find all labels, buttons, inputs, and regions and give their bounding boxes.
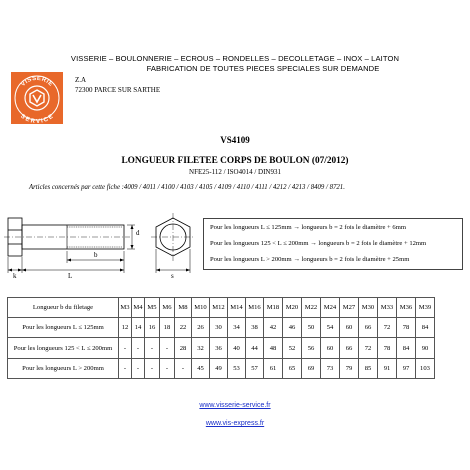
size-header-m20: M20 bbox=[283, 298, 302, 318]
page-title: LONGUEUR FILETEE CORPS DE BOULON (07/2012) bbox=[121, 156, 349, 166]
table-header-row bbox=[8, 298, 435, 318]
table-cell: 65 bbox=[283, 359, 302, 379]
label-L: L bbox=[68, 272, 73, 280]
table-cell: 16 bbox=[145, 318, 160, 338]
table-row bbox=[8, 318, 435, 338]
table-cell: 28 bbox=[175, 338, 192, 359]
size-header-m24: M24 bbox=[321, 298, 340, 318]
size-header-m39: M39 bbox=[416, 298, 435, 318]
table-cell: 61 bbox=[264, 359, 283, 379]
table-cell: 40 bbox=[228, 338, 246, 359]
table-cell: - bbox=[132, 338, 145, 359]
size-header-m36: M36 bbox=[397, 298, 416, 318]
row-label: Pour les longueurs L ≤ 125mm bbox=[8, 318, 119, 338]
table-cell: 84 bbox=[397, 338, 416, 359]
table-cell: 48 bbox=[264, 338, 283, 359]
table-cell: 72 bbox=[359, 338, 378, 359]
size-header-m14: M14 bbox=[228, 298, 246, 318]
table-cell: 12 bbox=[119, 318, 132, 338]
table-cell: 72 bbox=[378, 318, 397, 338]
table-cell: 73 bbox=[321, 359, 340, 379]
reference-code: VS4109 bbox=[220, 135, 250, 145]
address-line-1: Z.A bbox=[75, 76, 87, 84]
table-cell: 49 bbox=[210, 359, 228, 379]
table-cell: 52 bbox=[283, 338, 302, 359]
table-cell: 79 bbox=[340, 359, 359, 379]
table-cell: 32 bbox=[192, 338, 210, 359]
articles-list: Articles concernés par cette fiche :4009 / 4011 / 4100 / 4103 / 4105 / 4109 / 4110 / 4111 / 4212 / 4213 / 8409 / 8721. bbox=[29, 184, 345, 191]
table-cell: 18 bbox=[160, 318, 175, 338]
label-d: d bbox=[136, 229, 140, 237]
table-cell: 14 bbox=[132, 318, 145, 338]
address-line-2: 72300 PARCE SUR SARTHE bbox=[75, 86, 161, 94]
table-cell: - bbox=[160, 338, 175, 359]
table-cell: 26 bbox=[192, 318, 210, 338]
table-cell: 60 bbox=[340, 318, 359, 338]
label-k: k bbox=[13, 272, 17, 280]
table-cell: 30 bbox=[210, 318, 228, 338]
row-label: Pour les longueurs 125 < L ≤ 200mm bbox=[8, 338, 119, 359]
size-header-m18: M18 bbox=[264, 298, 283, 318]
table-cell: 66 bbox=[359, 318, 378, 338]
rule-1: Pour les longueurs L ≤ 125mm → longueurs b = 2 fois le diamètre + 6mm bbox=[210, 224, 406, 231]
header-line-2: FABRICATION DE TOUTES PIECES SPECIALES SUR DEMANDE bbox=[146, 64, 380, 73]
table-cell: - bbox=[145, 359, 160, 379]
table-header-label: Longueur b du filetage bbox=[8, 298, 119, 318]
size-header-m16: M16 bbox=[246, 298, 264, 318]
table-cell: 22 bbox=[175, 318, 192, 338]
website-link-1[interactable]: www.visserie-service.fr bbox=[199, 402, 271, 409]
table-cell: - bbox=[119, 338, 132, 359]
rules-box bbox=[203, 218, 463, 270]
table-cell: 85 bbox=[359, 359, 378, 379]
table-cell: 78 bbox=[397, 318, 416, 338]
logo-text-bottom: SERVICE bbox=[19, 113, 55, 124]
label-b: b bbox=[94, 251, 98, 259]
table-cell: 97 bbox=[397, 359, 416, 379]
table-cell: - bbox=[145, 338, 160, 359]
size-header-m3: M3 bbox=[119, 298, 132, 318]
label-s: s bbox=[171, 272, 174, 280]
bolt-diagram bbox=[0, 205, 200, 280]
table-cell: 38 bbox=[246, 318, 264, 338]
size-header-m5: M5 bbox=[145, 298, 160, 318]
table-row bbox=[8, 338, 435, 359]
table-cell: 69 bbox=[302, 359, 321, 379]
table-cell: 34 bbox=[228, 318, 246, 338]
table-cell: - bbox=[160, 359, 175, 379]
links-block bbox=[0, 394, 470, 430]
table-cell: 46 bbox=[283, 318, 302, 338]
table-cell: 60 bbox=[321, 338, 340, 359]
size-header-m22: M22 bbox=[302, 298, 321, 318]
table-cell: 57 bbox=[246, 359, 264, 379]
table-cell: 42 bbox=[264, 318, 283, 338]
size-header-m27: M27 bbox=[340, 298, 359, 318]
table-cell: 66 bbox=[340, 338, 359, 359]
size-header-m30: M30 bbox=[359, 298, 378, 318]
size-header-m12: M12 bbox=[210, 298, 228, 318]
row-label: Pour les longueurs L > 200mm bbox=[8, 359, 119, 379]
website-link-2[interactable]: www.vis-express.fr bbox=[205, 420, 265, 427]
thread-length-table bbox=[7, 297, 435, 379]
table-cell: 54 bbox=[321, 318, 340, 338]
table-cell: 91 bbox=[378, 359, 397, 379]
table-cell: 78 bbox=[378, 338, 397, 359]
table-cell: 50 bbox=[302, 318, 321, 338]
rule-2: Pour les longueurs 125 < L ≤ 200mm → longueurs b = 2 fois le diamètre + 12mm bbox=[210, 240, 427, 247]
table-cell: 56 bbox=[302, 338, 321, 359]
logo-text-top: VISSERIE bbox=[20, 75, 54, 88]
size-header-m6: M6 bbox=[160, 298, 175, 318]
size-header-m10: M10 bbox=[192, 298, 210, 318]
table-cell: - bbox=[132, 359, 145, 379]
size-header-m4: M4 bbox=[132, 298, 145, 318]
rule-3: Pour les longueurs L > 200mm → longueurs b = 2 fois le diamètre + 25mm bbox=[210, 256, 410, 263]
table-cell: 53 bbox=[228, 359, 246, 379]
size-header-m33: M33 bbox=[378, 298, 397, 318]
header-line-1: VISSERIE – BOULONNERIE – ECROUS – RONDELLES – DECOLLETAGE – INOX – LAITON bbox=[70, 54, 400, 63]
company-logo bbox=[11, 72, 63, 124]
table-cell: - bbox=[119, 359, 132, 379]
size-header-m8: M8 bbox=[175, 298, 192, 318]
norms: NFE25-112 / ISO4014 / DIN931 bbox=[189, 168, 281, 176]
table-cell: 103 bbox=[416, 359, 435, 379]
table-cell: - bbox=[175, 359, 192, 379]
table-cell: 36 bbox=[210, 338, 228, 359]
table-cell: 44 bbox=[246, 338, 264, 359]
table-cell: 90 bbox=[416, 338, 435, 359]
table-cell: 45 bbox=[192, 359, 210, 379]
table-row bbox=[8, 359, 435, 379]
table-cell: 84 bbox=[416, 318, 435, 338]
